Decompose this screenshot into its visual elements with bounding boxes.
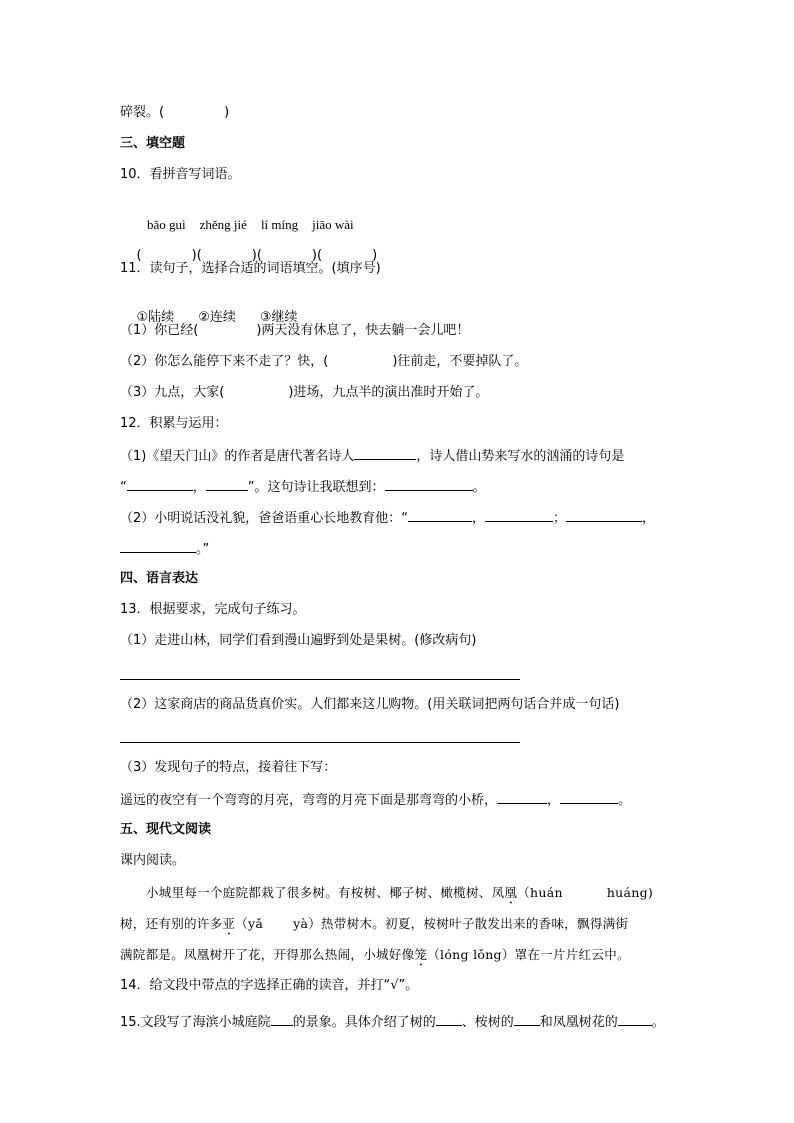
blank[interactable] bbox=[436, 1012, 462, 1026]
blank[interactable] bbox=[206, 477, 248, 491]
reading-line-1: 小城里每一个庭院都栽了很多树。有桉树、椰子树、橄榄树、凤凰（huán huáng) bbox=[146, 885, 654, 900]
blank[interactable] bbox=[271, 1012, 293, 1026]
blank[interactable] bbox=[354, 446, 416, 460]
answer-line-2[interactable] bbox=[120, 742, 520, 743]
blank[interactable] bbox=[127, 477, 193, 491]
pinyin-2: zhěng jié bbox=[199, 217, 247, 232]
q14-stem: 14．给文段中带点的字选择正确的读音，并打“√”。 bbox=[120, 978, 419, 993]
q11-item-2: （2）你怎么能停下来不走了？快，( )往前走，不要掉队了。 bbox=[120, 354, 528, 369]
reading-line-2: 树，还有别的许多亚（yǎ yà）热带树木。初夏，桉树叶子散发出来的香味，飘得满街 bbox=[120, 916, 629, 931]
blank[interactable] bbox=[618, 1012, 652, 1026]
blank[interactable] bbox=[120, 539, 196, 553]
q9-tail: 碎裂。( ) bbox=[120, 105, 230, 120]
q12-item-2-line-2: 。” bbox=[120, 539, 209, 559]
blank[interactable] bbox=[497, 790, 547, 804]
q13-item-3-sentence: 遥远的夜空有一个弯弯的月亮，弯弯的月亮下面是那弯弯的小桥， ， 。 bbox=[120, 790, 631, 810]
reading-label: 课内阅读。 bbox=[120, 853, 186, 868]
answer-line-1[interactable] bbox=[120, 679, 520, 680]
pinyin-3: lí míng bbox=[260, 217, 299, 232]
blank[interactable] bbox=[560, 790, 618, 804]
q12-stem: 12．积累与运用： bbox=[120, 416, 228, 431]
q10-stem: 10．看拼音写词语。 bbox=[120, 167, 241, 182]
blank[interactable] bbox=[514, 1012, 540, 1026]
reading-line-3: 满院都是。凤凰树开了花，开得那么热闹，小城好像笼（lóng lǒng）罩在一片片红云中。 bbox=[120, 947, 630, 962]
q12-item-1-line-2: “ ， ”。这句诗让我联想到： 。 bbox=[120, 477, 486, 497]
q13-item-3: （3）发现句子的特点，接着往下写： bbox=[120, 760, 337, 775]
pinyin-4: jiāo wài bbox=[312, 217, 354, 232]
q11-item-1: （1）你已经( )两天没有休息了，快去躺一会儿吧！ bbox=[120, 323, 470, 338]
blank[interactable] bbox=[566, 508, 642, 522]
q13-item-1: （1）走进山林，同学们看到漫山遍野到处是果树。(修改病句) bbox=[120, 633, 477, 648]
option-2: ②连续 bbox=[198, 310, 236, 325]
blank[interactable] bbox=[485, 508, 553, 522]
q10-brackets: ( )( )( )( ) bbox=[136, 248, 378, 263]
blank[interactable] bbox=[385, 477, 473, 491]
section-4-title: 四、语言表达 bbox=[120, 571, 199, 586]
q12-item-2-line-1: （2）小明说话没礼貌，爸爸语重心长地教育他：“ ， ； ， bbox=[120, 508, 655, 528]
q13-item-2: （2）这家商店的商品货真价实。人们都来这儿购物。(用关联词把两句话合并成一句话) bbox=[120, 697, 620, 712]
section-5-title: 五、现代文阅读 bbox=[120, 822, 212, 837]
option-3: ③继续 bbox=[259, 310, 298, 325]
q15-stem: 15.文段写了海滨小城庭院 的景象。具体介绍了树的 、桉树的 和凤凰树花的 。 bbox=[120, 1012, 665, 1032]
q12-item-1-line-1: （1)《望天门山》的作者是唐代著名诗人 ，诗人借山势来写水的汹涌的诗句是 bbox=[120, 446, 624, 466]
section-3-title: 三、填空题 bbox=[120, 136, 186, 151]
q13-stem: 13．根据要求，完成句子练习。 bbox=[120, 602, 306, 617]
q11-stem: 11．读句子，选择合适的词语填空。(填序号) bbox=[120, 261, 381, 276]
option-1: ①陆续 bbox=[136, 310, 175, 325]
q11-item-3: （3）九点，大家( )进场，九点半的演出准时开始了。 bbox=[120, 385, 489, 400]
blank[interactable] bbox=[408, 508, 472, 522]
pinyin-1: bǎo guì bbox=[147, 217, 186, 232]
